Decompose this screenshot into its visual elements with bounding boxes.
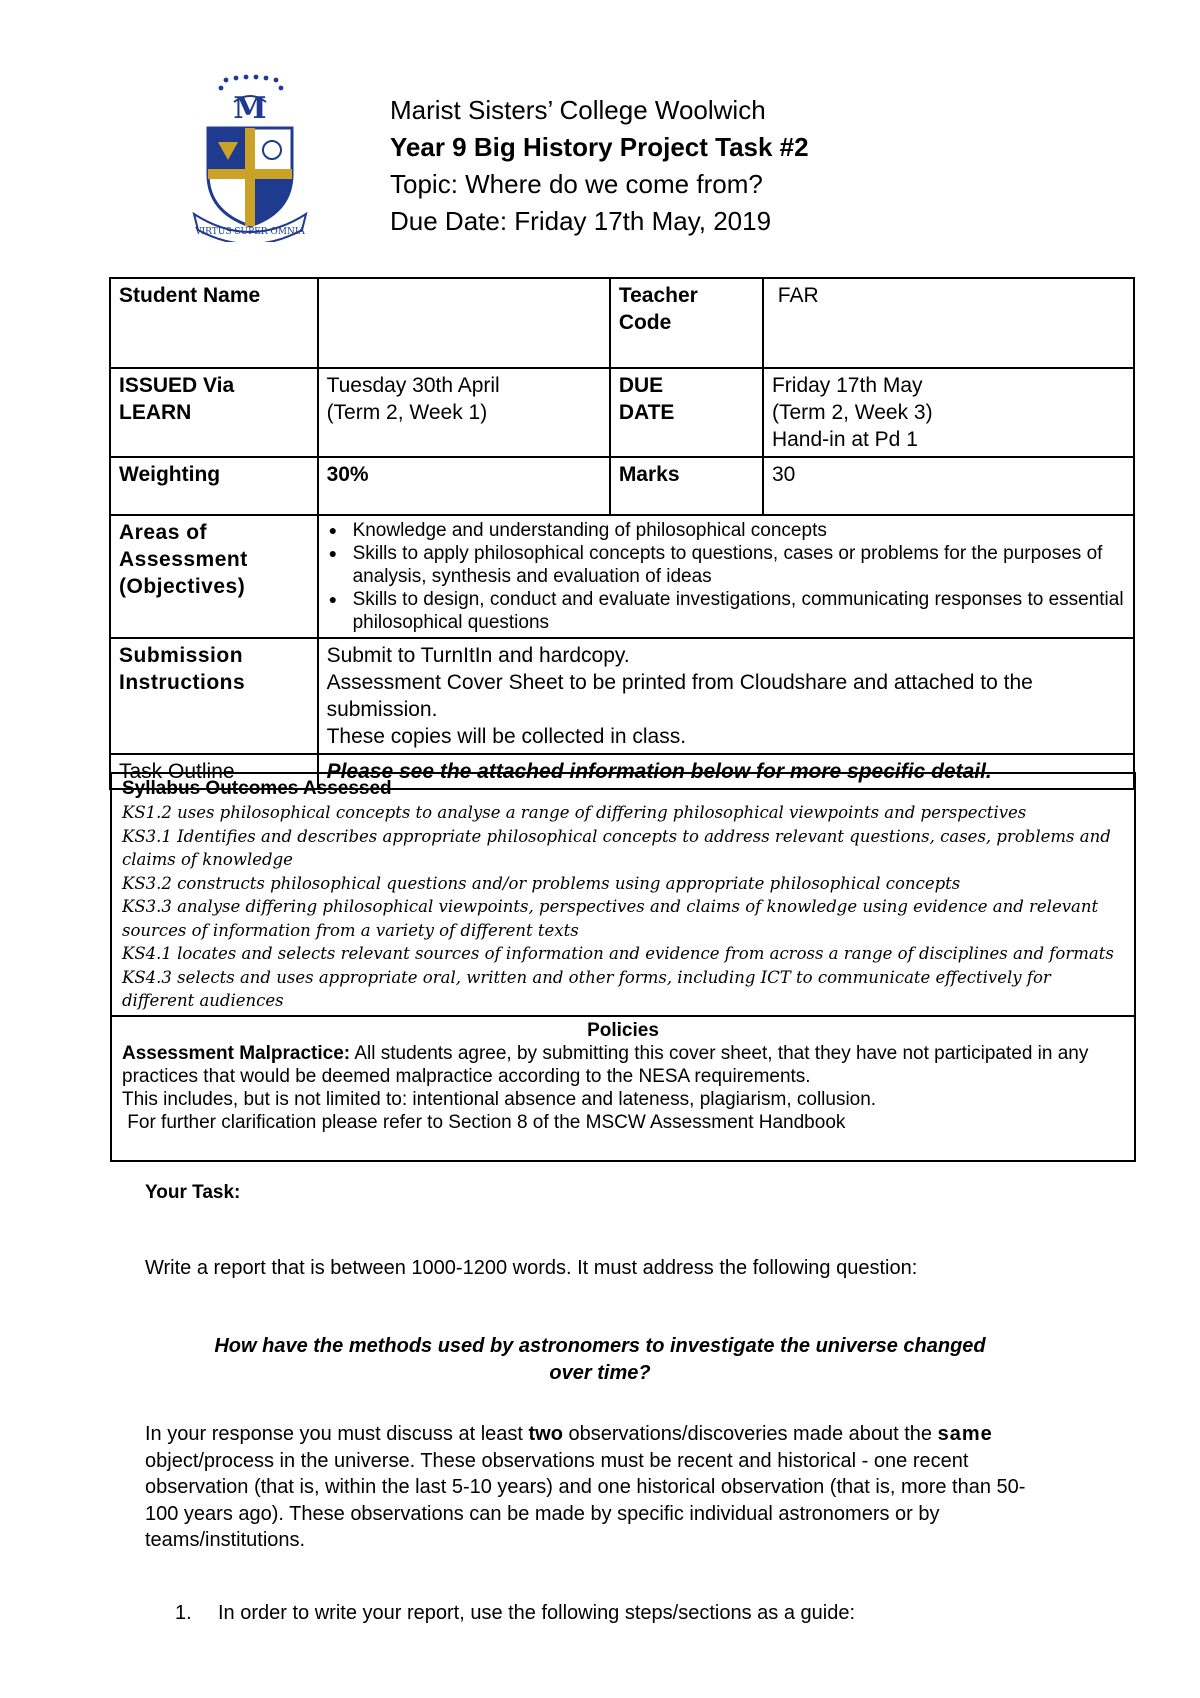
your-task-heading: Your Task: — [145, 1182, 241, 1203]
areas-of-assessment-label: Areas of Assessment (Objectives) — [110, 515, 318, 638]
response-requirements: In your response you must discuss at least two observations/discoveries made about the same object/process in the universe. These observations must be recent and historical - one recent observation (that is, within the last 5-10 years) and one historical observation (that is, more than 50-100 years ago). These observations can be made by specific individual astronomers or by teams/institutions. — [145, 1423, 1026, 1551]
submission-line: Assessment Cover Sheet to be printed from Cloudshare and attached to the submission. — [326, 671, 1033, 721]
submission-line: These copies will be collected in class. — [326, 725, 687, 748]
list-item: ● Knowledge and understanding of philosophical concepts — [327, 519, 1125, 542]
cover-sheet-table — [109, 277, 1135, 790]
outcome-item: KS1.2 uses philosophical concepts to analyse a range of differing philosophical viewpoints and perspectives — [122, 803, 1027, 822]
submission-instructions-cell — [318, 638, 1134, 754]
task-outline-label: Task Outline — [110, 754, 318, 789]
due-date-value: Friday 17th May (Term 2, Week 3) Hand-in at Pd 1 — [763, 368, 1134, 457]
marks-label: Marks — [610, 457, 763, 515]
objectives-list — [327, 519, 1125, 634]
outcome-item: KS3.1 Identifies and describes appropriate philosophical concepts to address relevant questions, cases, problems and claims of knowledge — [122, 826, 1111, 869]
syllabus-outcomes-title: Syllabus Outcomes Assessed — [122, 778, 392, 799]
student-name-label: Student Name — [110, 278, 318, 368]
list-item: ● Skills to apply philosophical concepts to questions, cases or problems for the purposes of analysis, synthesis and evaluation of ideas — [327, 542, 1125, 588]
school-name: Marist Sisters’ College Woolwich — [390, 95, 766, 125]
policy-clarification: For further clarification please refer to Section 8 of the MSCW Assessment Handbook — [122, 1111, 846, 1133]
student-name-field[interactable] — [318, 278, 610, 368]
topic-line: Topic: Where do we come from? — [390, 169, 763, 199]
syllabus-policies-box — [110, 772, 1136, 1162]
outcome-item: KS3.3 analyse differing philosophical viewpoints, perspectives and claims of knowledge using evidence and relevant sources of information from a variety of different texts — [122, 897, 1099, 940]
outcome-item: KS4.3 selects and uses appropriate oral, written and other forms, including ICT to communicate effectively for different audiences — [122, 967, 1051, 1010]
table-row — [110, 515, 1134, 638]
malpractice-label: Assessment Malpractice: — [122, 1042, 351, 1064]
weighting-label: Weighting — [110, 457, 318, 515]
table-row — [110, 457, 1134, 515]
document-header — [390, 92, 809, 240]
outcome-item: KS3.2 constructs philosophical questions and/or problems using appropriate philosophical concepts — [122, 873, 961, 893]
table-row — [110, 368, 1134, 457]
task-intro: Write a report that is between 1000-1200 words. It must address the following question: — [145, 1257, 918, 1279]
teacher-code-value: FAR — [763, 278, 1134, 368]
syllabus-outcomes-section — [112, 774, 1134, 1017]
task-title: Year 9 Big History Project Task #2 — [390, 132, 809, 162]
policies-title: Policies — [587, 1019, 659, 1041]
submission-instructions-label: Submission Instructions — [110, 638, 318, 754]
table-row — [110, 278, 1134, 368]
weighting-value: 30% — [318, 457, 610, 515]
task-outline-value: Please see the attached information below for more specific detail. — [318, 754, 1134, 789]
list-item: ● Skills to design, conduct and evaluate investigations, communicating responses to essential philosophical questions — [327, 588, 1125, 634]
due-date-line: Due Date: Friday 17th May, 2019 — [390, 206, 772, 236]
outcome-item: KS4.1 locates and selects relevant sources of information and evidence from across a range of disciplines and formats — [122, 944, 1114, 963]
objectives-cell — [318, 515, 1134, 638]
svg-text:M: M — [233, 91, 267, 126]
svg-text:VIRTUS SUPER OMNIA: VIRTUS SUPER OMNIA — [195, 227, 305, 237]
college-crest-logo — [190, 74, 310, 242]
marks-value: 30 — [763, 457, 1134, 515]
issued-label: ISSUED Via LEARN — [110, 368, 318, 457]
policy-includes: This includes, but is not limited to: intentional absence and lateness, plagiarism, collusion. — [122, 1088, 877, 1110]
issued-value: Tuesday 30th April (Term 2, Week 1) — [318, 368, 610, 457]
submission-line: Submit to TurnItIn and hardcopy. — [326, 644, 630, 667]
malpractice-paragraph: Assessment Malpractice: All students agree, by submitting this cover sheet, that they have not participated in any practices that would be deemed malpractice according to the NESA requirements. — [122, 1042, 1089, 1087]
due-date-label: DUE DATE — [610, 368, 763, 457]
teacher-code-label: Teacher Code — [610, 278, 763, 368]
task-question: How have the methods used by astronomers to investigate the universe changed over time? — [214, 1335, 986, 1384]
policies-section — [112, 1017, 1134, 1160]
step-item: 1. In order to write your report, use the following steps/sections as a guide: — [175, 1602, 856, 1624]
table-row — [110, 638, 1134, 754]
